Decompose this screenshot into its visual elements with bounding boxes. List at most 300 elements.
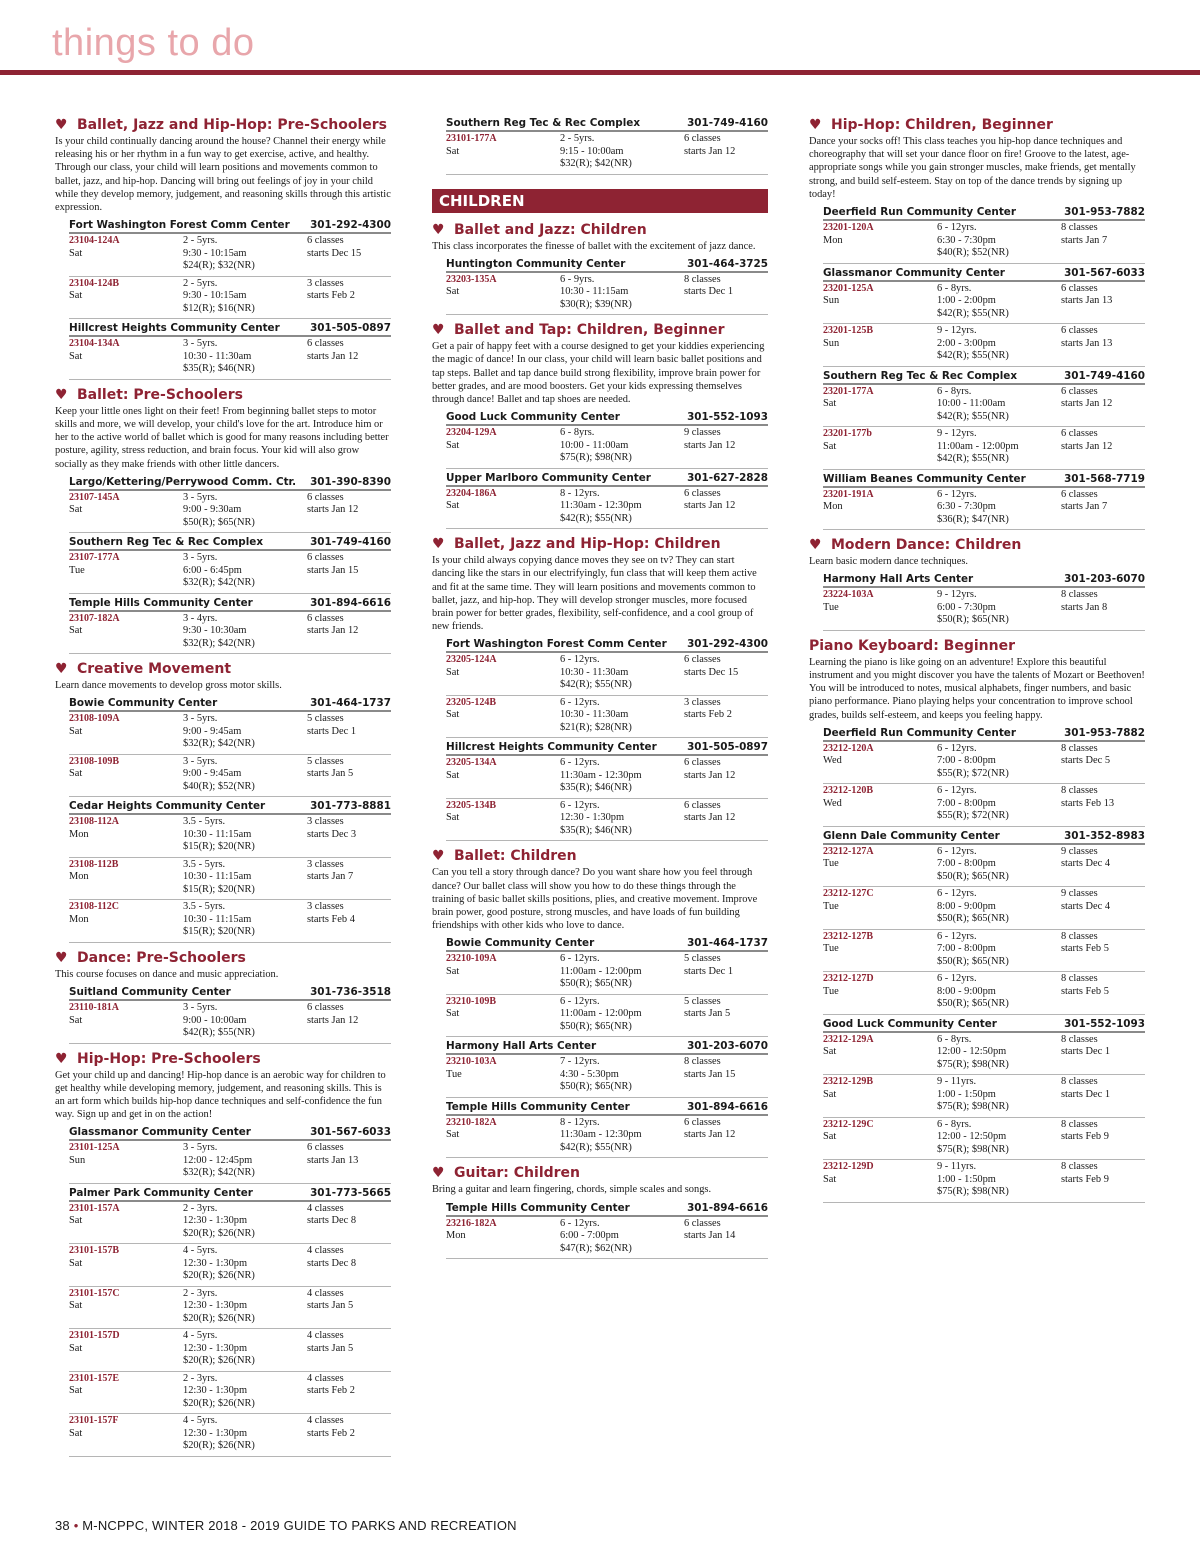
class-count: 8 classes	[1061, 930, 1098, 942]
class-code: 23201-125A	[823, 282, 874, 294]
class-ages: 3 - 5yrs.	[183, 1142, 218, 1154]
class-start: starts Jan 12	[307, 1014, 359, 1026]
class-row	[69, 815, 391, 858]
class-start: starts Dec 5	[1061, 755, 1111, 767]
class-time: 6:00 - 7:30pm	[937, 601, 996, 613]
class-day: Sat	[69, 504, 83, 516]
class-day: Sat	[69, 1257, 83, 1269]
class-start: starts Jan 12	[307, 350, 359, 362]
class-ages: 8 - 12yrs.	[560, 1116, 600, 1128]
class-ages: 2 - 5yrs.	[183, 277, 218, 289]
class-code: 23104-124B	[69, 277, 119, 289]
class-fee: $42(R); $55(NR)	[560, 1141, 632, 1153]
class-fee: $24(R); $32(NR)	[183, 260, 255, 272]
class-row	[823, 385, 1145, 428]
class-ages: 4 - 5yrs.	[183, 1245, 218, 1257]
center-header	[446, 408, 768, 426]
class-ages: 6 - 12yrs.	[560, 1217, 600, 1229]
center-header	[69, 533, 391, 551]
class-row	[446, 487, 768, 530]
class-time: 1:00 - 1:50pm	[937, 1173, 996, 1185]
class-row	[823, 488, 1145, 531]
class-day: Sat	[446, 1008, 460, 1020]
class-fee: $75(R); $98(NR)	[937, 1101, 1009, 1113]
center-name: Palmer Park Community Center	[69, 1186, 253, 1199]
class-code: 23210-109A	[446, 953, 497, 965]
class-ages: 6 - 8yrs.	[937, 1118, 972, 1130]
class-ages: 4 - 5yrs.	[183, 1330, 218, 1342]
center-name: William Beanes Community Center	[823, 472, 1026, 485]
class-row	[446, 653, 768, 696]
class-row	[446, 426, 768, 469]
class-ages: 6 - 12yrs.	[560, 995, 600, 1007]
class-day: Sat	[69, 768, 83, 780]
class-fee: $50(R); $65(NR)	[937, 913, 1009, 925]
class-fee: $42(R); $55(NR)	[937, 410, 1009, 422]
class-time: 12:30 - 1:30pm	[183, 1385, 248, 1397]
heart-icon: ♥	[432, 848, 445, 865]
class-count: 8 classes	[1061, 1118, 1098, 1130]
class-code: 23101-177A	[446, 133, 497, 144]
center-header	[69, 983, 391, 1001]
class-fee: $35(R); $46(NR)	[560, 824, 632, 836]
center-name: Hillcrest Heights Community Center	[69, 322, 280, 335]
class-row	[446, 132, 768, 175]
class-start: starts Dec 3	[307, 828, 357, 840]
class-row	[823, 1033, 1145, 1076]
class-day: Sat	[823, 440, 837, 452]
center-name: Deerfield Run Community Center	[823, 726, 1016, 739]
center-phone: 301-749-4160	[310, 536, 391, 549]
class-count: 8 classes	[1061, 1161, 1098, 1173]
class-day: Sat	[446, 812, 460, 824]
class-count: 6 classes	[684, 133, 721, 144]
heart-icon: ♥	[55, 117, 68, 133]
class-day: Mon	[446, 1230, 466, 1242]
course-title	[432, 321, 768, 339]
class-time: 10:30 - 11:15am	[560, 286, 629, 298]
class-code: 23201-177b	[823, 428, 872, 440]
center-phone: 301-505-0897	[687, 741, 768, 754]
class-code: 23108-112B	[69, 858, 119, 870]
title-rule	[0, 70, 1200, 75]
class-ages: 2 - 5yrs.	[183, 235, 218, 247]
class-code: 23107-177A	[69, 552, 120, 564]
class-row	[823, 221, 1145, 264]
class-start: starts Dec 15	[684, 666, 739, 678]
class-start: starts Jan 5	[307, 1342, 354, 1354]
course-section	[432, 1164, 768, 1259]
heart-icon: ♥	[432, 1165, 445, 1182]
center-block	[823, 470, 1145, 531]
center-name: Southern Reg Tec & Rec Complex	[446, 117, 641, 129]
course-title-text: Piano Keyboard: Beginner	[809, 637, 1015, 654]
course-description: Keep your little ones light on their feet! From beginning ballet steps to motor skills and more, we will develop, your child's love for the art. Introduce him or her to the active world of ballet which is good for many reasons including better posture, agility, stress reduction, and brain focus. Your kid will also grow socially as they make friends with other little dancers.	[55, 405, 389, 470]
class-code: 23201-177A	[823, 385, 874, 397]
center-block	[823, 1015, 1145, 1203]
class-fee: $35(R); $46(NR)	[183, 363, 255, 375]
center-block	[446, 116, 768, 175]
class-row	[823, 324, 1145, 367]
class-count: 6 classes	[684, 1116, 721, 1128]
class-count: 3 classes	[307, 858, 344, 870]
class-day: Sun	[823, 295, 840, 307]
class-start: starts Jan 5	[307, 768, 354, 780]
class-fee: $50(R); $65(NR)	[183, 516, 255, 528]
class-time: 7:00 - 8:00pm	[937, 943, 996, 955]
center-header	[69, 1123, 391, 1141]
center-header	[69, 1184, 391, 1202]
class-ages: 6 - 12yrs.	[937, 973, 977, 985]
class-start: starts Dec 4	[1061, 858, 1111, 870]
heart-icon: ♥	[809, 537, 822, 554]
center-header	[823, 724, 1145, 742]
class-row	[823, 1118, 1145, 1161]
center-header	[823, 470, 1145, 488]
class-time: 12:30 - 1:30pm	[183, 1300, 248, 1312]
center-phone: 301-627-2828	[687, 471, 768, 484]
class-fee: $75(R); $98(NR)	[560, 452, 632, 464]
center-name: Southern Reg Tec & Rec Complex	[69, 536, 264, 549]
class-time: 7:00 - 8:00pm	[937, 797, 996, 809]
center-phone: 301-567-6033	[1064, 266, 1145, 279]
class-code: 23203-135A	[446, 273, 497, 285]
class-day: Tue	[69, 564, 85, 576]
class-code: 23107-145A	[69, 491, 120, 503]
course-title	[55, 386, 391, 404]
class-start: starts Jan 13	[1061, 295, 1113, 307]
class-start: starts Jan 12	[684, 1129, 736, 1141]
class-day: Sat	[69, 350, 83, 362]
class-time: 12:30 - 1:30pm	[183, 1257, 248, 1269]
heart-icon: ♥	[55, 661, 68, 678]
center-phone: 301-773-8881	[310, 800, 391, 813]
course-description: This class incorporates the finesse of ballet with the excitement of jazz dance.	[432, 240, 756, 252]
center-phone: 301-464-3725	[687, 257, 768, 270]
center-header	[446, 1098, 768, 1116]
class-day: Sun	[823, 337, 840, 349]
center-name: Bowie Community Center	[69, 697, 218, 710]
class-day: Sat	[446, 709, 460, 721]
class-ages: 2 - 3yrs.	[183, 1287, 218, 1299]
class-fee: $75(R); $98(NR)	[937, 1058, 1009, 1070]
class-time: 1:00 - 1:50pm	[937, 1088, 996, 1100]
center-name: Glassmanor Community Center	[69, 1126, 251, 1139]
class-code: 23108-112C	[69, 901, 119, 913]
class-start: starts Dec 8	[307, 1257, 357, 1269]
class-day: Tue	[823, 900, 839, 912]
class-fee: $32(R); $42(NR)	[183, 637, 255, 649]
class-ages: 9 - 11yrs.	[937, 1076, 977, 1088]
class-code: 23104-124A	[69, 235, 120, 247]
class-ages: 3 - 5yrs.	[183, 755, 218, 767]
center-block	[823, 724, 1145, 827]
class-time: 10:30 - 11:15am	[183, 871, 252, 883]
class-ages: 6 - 12yrs.	[560, 696, 600, 708]
class-count: 6 classes	[307, 235, 344, 247]
class-row	[69, 755, 391, 798]
class-day: Tue	[446, 1068, 462, 1080]
class-fee: $30(R); $39(NR)	[560, 298, 632, 310]
center-block	[446, 934, 768, 1037]
class-time: 11:00am - 12:00pm	[560, 965, 642, 977]
class-fee: $50(R); $65(NR)	[937, 870, 1009, 882]
class-day: Sat	[446, 500, 460, 512]
column-3	[809, 110, 1145, 1203]
class-ages: 6 - 12yrs.	[560, 953, 600, 965]
class-code: 23205-134A	[446, 757, 497, 769]
course-title-text: Ballet: Pre-Schoolers	[77, 386, 243, 403]
class-code: 23212-129C	[823, 1118, 874, 1130]
course-section	[55, 116, 391, 380]
class-fee: $42(R); $55(NR)	[560, 679, 632, 691]
footer-bullet: •	[73, 1518, 79, 1533]
class-start: starts Dec 15	[307, 247, 362, 259]
class-row	[69, 612, 391, 655]
course-description: Bring a guitar and learn fingering, chords, simple scales and songs.	[432, 1184, 712, 1196]
center-block	[446, 255, 768, 316]
center-header	[446, 1037, 768, 1055]
course-description: Dance your socks off! This class teaches you hip-hop dance techniques and choreography that will set your dance floor on fire! Groove to the latest, age-appropriate songs while you gain stronger muscles, make friends, get mentally strong, and build self-esteem. Stay on top of the dance trends by signing up today!	[809, 136, 1136, 200]
class-day: Tue	[823, 601, 839, 613]
class-row	[69, 1287, 391, 1330]
center-header	[823, 203, 1145, 221]
class-row	[823, 887, 1145, 930]
class-count: 6 classes	[1061, 325, 1098, 337]
class-row	[823, 588, 1145, 631]
class-count: 5 classes	[307, 713, 344, 725]
class-day: Tue	[823, 943, 839, 955]
center-name: Fort Washington Forest Comm Center	[69, 219, 290, 232]
class-count: 4 classes	[307, 1245, 344, 1257]
class-ages: 3 - 5yrs.	[183, 491, 218, 503]
course-section	[432, 535, 768, 841]
course-title-text: Dance: Pre-Schoolers	[77, 949, 246, 966]
class-ages: 9 - 11yrs.	[937, 1161, 977, 1173]
class-count: 8 classes	[684, 1056, 721, 1068]
center-block	[823, 203, 1145, 264]
class-row	[446, 1217, 768, 1260]
class-count: 5 classes	[307, 755, 344, 767]
class-code: 23224-103A	[823, 589, 874, 601]
class-code: 23212-127B	[823, 930, 873, 942]
class-count: 8 classes	[1061, 1076, 1098, 1088]
class-time: 6:00 - 6:45pm	[183, 564, 242, 576]
class-time: 9:15 - 10:00am	[560, 145, 624, 157]
center-header	[69, 594, 391, 612]
heart-icon: ♥	[432, 536, 445, 553]
center-phone: 301-736-3518	[310, 986, 391, 999]
class-count: 5 classes	[684, 995, 721, 1007]
class-code: 23212-120B	[823, 785, 873, 797]
class-start: starts Feb 2	[684, 709, 732, 721]
class-row	[446, 799, 768, 842]
class-ages: 6 - 9yrs.	[560, 273, 595, 285]
class-start: starts Jan 7	[307, 871, 354, 883]
course-section	[55, 660, 391, 943]
class-time: 2:00 - 3:00pm	[937, 337, 996, 349]
center-phone: 301-352-8983	[1064, 829, 1145, 842]
class-fee: $20(R); $26(NR)	[183, 1312, 255, 1324]
class-code: 23212-129D	[823, 1161, 874, 1173]
class-ages: 3 - 5yrs.	[183, 552, 218, 564]
class-day: Sat	[69, 1014, 83, 1026]
class-row	[69, 900, 391, 943]
center-name: Temple Hills Community Center	[69, 596, 253, 609]
class-count: 6 classes	[1061, 428, 1098, 440]
class-day: Sat	[823, 1046, 837, 1058]
class-start: starts Feb 5	[1061, 943, 1109, 955]
class-count: 6 classes	[1061, 282, 1098, 294]
class-start: starts Feb 5	[1061, 985, 1109, 997]
class-start: starts Jan 12	[1061, 398, 1113, 410]
page-footer	[55, 1518, 517, 1533]
course-description: Learn dance movements to develop gross motor skills.	[55, 680, 282, 692]
class-fee: $47(R); $62(NR)	[560, 1242, 632, 1254]
class-time: 11:00am - 12:00pm	[937, 440, 1019, 452]
class-time: 12:30 - 1:30pm	[560, 812, 625, 824]
class-count: 4 classes	[307, 1287, 344, 1299]
class-fee: $55(R); $72(NR)	[937, 810, 1009, 822]
class-time: 11:30am - 12:30pm	[560, 1129, 642, 1141]
center-phone: 301-552-1093	[687, 411, 768, 424]
class-ages: 6 - 12yrs.	[937, 742, 977, 754]
course-title	[432, 1164, 768, 1182]
page-number: 38	[55, 1518, 70, 1533]
class-ages: 9 - 12yrs.	[937, 325, 977, 337]
class-start: starts Jan 15	[684, 1068, 736, 1080]
course-section	[55, 1050, 391, 1457]
class-start: starts Jan 12	[307, 504, 359, 516]
class-code: 23205-124B	[446, 696, 496, 708]
class-time: 11:30am - 12:30pm	[560, 500, 642, 512]
center-name: Temple Hills Community Center	[446, 1201, 630, 1214]
course-section	[55, 386, 391, 655]
center-header	[823, 570, 1145, 588]
class-code: 23101-157D	[69, 1330, 120, 1342]
class-fee: $21(R); $28(NR)	[560, 721, 632, 733]
class-row	[446, 952, 768, 995]
class-code: 23110-181A	[69, 1002, 119, 1014]
class-time: 10:00 - 11:00am	[560, 439, 629, 451]
class-fee: $36(R); $47(NR)	[937, 513, 1009, 525]
class-ages: 3.5 - 5yrs.	[183, 858, 226, 870]
class-fee: $15(R); $20(NR)	[183, 926, 255, 938]
class-time: 10:30 - 11:30am	[560, 666, 629, 678]
class-row	[446, 995, 768, 1038]
center-name: Largo/Kettering/Perrywood Comm. Ctr.	[69, 475, 297, 488]
class-ages: 6 - 12yrs.	[560, 757, 600, 769]
class-row	[823, 282, 1145, 325]
center-name: Good Luck Community Center	[823, 1017, 997, 1030]
class-ages: 6 - 12yrs.	[937, 845, 977, 857]
class-row	[69, 1202, 391, 1245]
center-name: Harmony Hall Arts Center	[446, 1040, 597, 1053]
class-row	[69, 712, 391, 755]
class-fee: $75(R); $98(NR)	[937, 1143, 1009, 1155]
class-start: starts Jan 5	[307, 1300, 354, 1312]
center-block	[69, 319, 391, 380]
course-description: Is your child continually dancing around the house? Channel their energy while releasing his or her rhythm in a fun way to get exercise, active, and healthy. Through our class, your child will learn positions and movements common to ballet, jazz, and hip-hop. Dancing will bring out feelings of joy in your child while they develop memory, judgement, and reasoning skills through this artistic expression.	[55, 136, 391, 214]
class-ages: 3 - 5yrs.	[183, 713, 218, 725]
course-title-text: Ballet, Jazz and Hip-Hop: Children	[454, 536, 721, 553]
center-phone: 301-464-1737	[310, 697, 391, 710]
class-time: 11:00am - 12:00pm	[560, 1008, 642, 1020]
class-count: 8 classes	[684, 273, 721, 285]
class-count: 6 classes	[307, 491, 344, 503]
class-start: starts Feb 2	[307, 1385, 355, 1397]
class-start: starts Jan 13	[307, 1154, 359, 1166]
class-ages: 3 - 5yrs.	[183, 1002, 218, 1014]
course-title	[432, 847, 768, 865]
course-section	[432, 321, 768, 529]
class-start: starts Jan 13	[1061, 337, 1113, 349]
class-day: Sat	[446, 666, 460, 678]
center-name: Glenn Dale Community Center	[823, 829, 1000, 842]
center-phone: 301-567-6033	[310, 1126, 391, 1139]
class-time: 9:00 - 9:45am	[183, 768, 242, 780]
class-code: 23101-157C	[69, 1287, 120, 1299]
class-row	[446, 273, 768, 316]
class-count: 8 classes	[1061, 742, 1098, 754]
class-time: 10:30 - 11:15am	[183, 828, 252, 840]
class-row	[69, 234, 391, 277]
course-title	[55, 116, 391, 134]
class-start: starts Jan 14	[684, 1230, 736, 1242]
heart-icon: ♥	[809, 117, 822, 133]
class-row	[69, 1329, 391, 1372]
class-count: 6 classes	[684, 799, 721, 811]
class-code: 23101-125A	[69, 1142, 120, 1154]
course-description: Get a pair of happy feet with a course designed to get your kiddies experiencing the magic of dance! In our class, your child will learn basic ballet positions and tap steps. Ballet and tap dance build strong flexibility, improve brain power for better grades, and are mood boosters. Get your kids expressing themselves through dance! Ballet and tap shoes are needed.	[432, 341, 765, 406]
class-code: 23108-112A	[69, 816, 119, 828]
class-code: 23216-182A	[446, 1217, 497, 1229]
center-name: Glassmanor Community Center	[823, 266, 1005, 279]
heart-icon: ♥	[55, 1050, 68, 1067]
class-start: starts Dec 1	[684, 286, 734, 298]
center-phone: 301-203-6070	[687, 1040, 768, 1053]
class-row	[823, 1075, 1145, 1118]
center-name: Harmony Hall Arts Center	[823, 573, 974, 586]
class-count: 3 classes	[684, 696, 721, 708]
class-time: 12:00 - 12:45pm	[183, 1154, 253, 1166]
class-code: 23101-157B	[69, 1245, 119, 1257]
class-day: Mon	[823, 234, 843, 246]
course-title-text: Modern Dance: Children	[831, 537, 1022, 554]
class-ages: 9 - 12yrs.	[937, 589, 977, 601]
class-fee: $35(R); $46(NR)	[560, 782, 632, 794]
class-time: 7:00 - 8:00pm	[937, 755, 996, 767]
class-day: Sat	[69, 725, 83, 737]
course-title-text: Hip-Hop: Children, Beginner	[831, 117, 1053, 133]
center-phone: 301-568-7719	[1064, 472, 1145, 485]
center-header	[69, 797, 391, 815]
class-start: starts Jan 12	[1061, 440, 1113, 452]
class-count: 4 classes	[307, 1330, 344, 1342]
class-count: 8 classes	[1061, 785, 1098, 797]
center-header	[69, 319, 391, 337]
class-day: Sat	[823, 1131, 837, 1143]
class-count: 8 classes	[1061, 1033, 1098, 1045]
class-fee: $42(R); $55(NR)	[937, 307, 1009, 319]
center-header	[446, 255, 768, 273]
class-day: Mon	[69, 871, 89, 883]
center-header	[446, 738, 768, 756]
class-time: 12:30 - 1:30pm	[183, 1342, 248, 1354]
class-row	[69, 858, 391, 901]
class-code: 23212-120A	[823, 742, 874, 754]
center-block	[69, 797, 391, 943]
